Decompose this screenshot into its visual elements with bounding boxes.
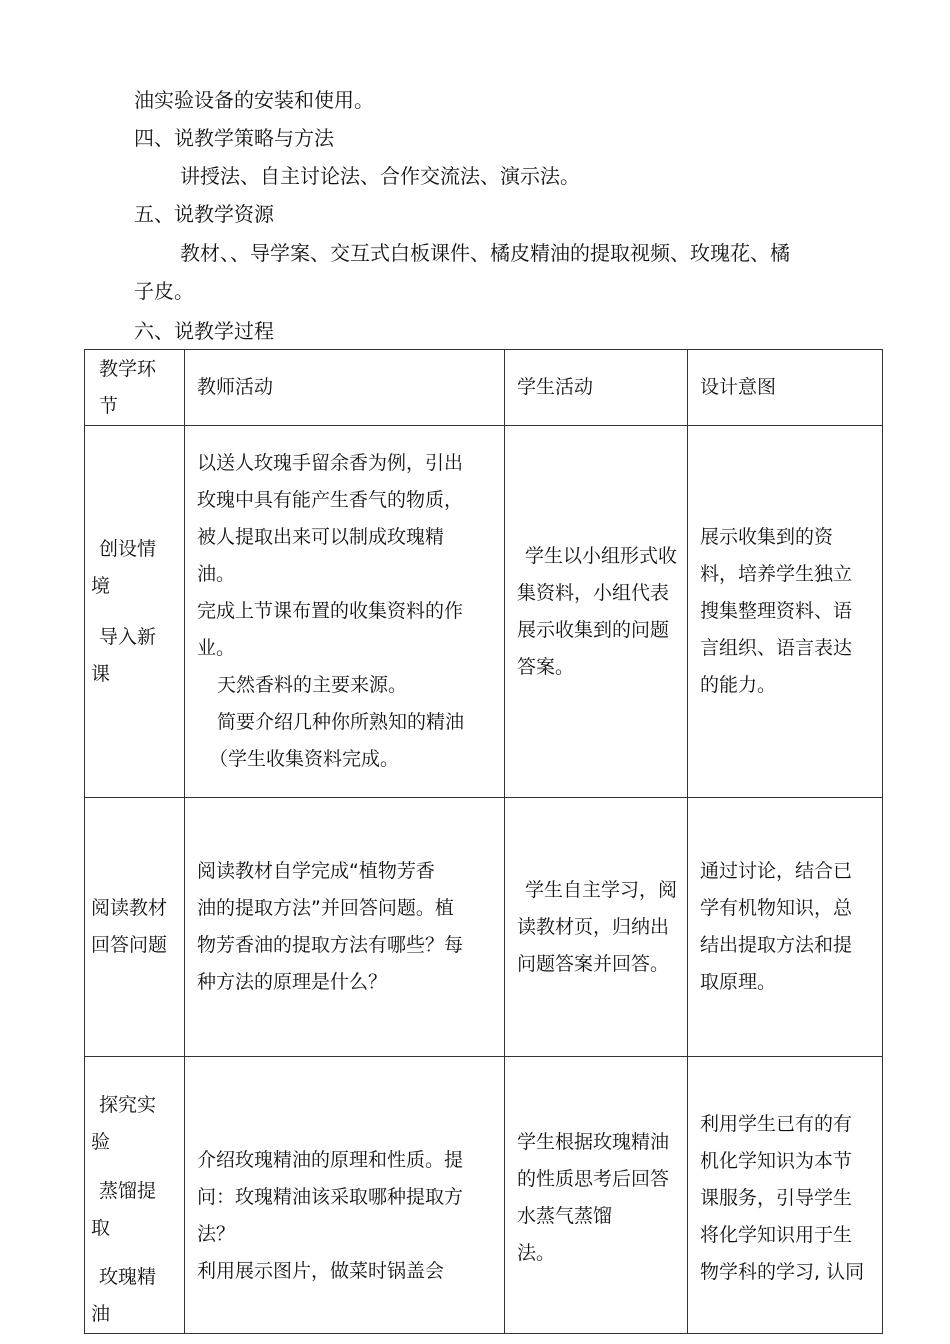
stage-cell: [85, 798, 185, 1057]
teacher-cell: [185, 426, 505, 798]
strategy-text: 讲授法、自主讨论法、合作交流法、演示法。: [180, 164, 580, 188]
header-stage: [85, 350, 185, 426]
stage-line: 油: [91, 1303, 111, 1325]
student-line: 答案。: [517, 655, 575, 678]
student-line: 学生根据玫瑰精油: [517, 1131, 670, 1153]
student-line: 学生以小组形式收: [525, 544, 678, 567]
header-stage-line: 教学环: [99, 357, 157, 380]
resources-text-line1: 教材、、导学案、交互式白板课件、橘皮精油的提取视频、玫瑰花、橘: [180, 241, 790, 265]
intent-cell: [688, 1057, 883, 1334]
intent-line: 料，培养学生独立: [700, 563, 853, 585]
teacher-line: 玫瑰中具有能产生香气的物质，: [197, 489, 464, 511]
stage-line: 导入新: [99, 625, 157, 648]
paragraph-continuation: 油实验设备的安装和使用。: [134, 88, 374, 112]
stage-line: 取: [91, 1217, 111, 1239]
teacher-cell: [185, 1057, 505, 1334]
table-header-row: [85, 350, 883, 426]
teaching-process-table: [84, 349, 883, 1334]
teacher-cell: [185, 798, 505, 1057]
header-stage-line: 节: [99, 394, 119, 417]
stage-line: 玫瑰精: [99, 1266, 157, 1288]
intent-line: 学有机物知识，总: [700, 897, 853, 919]
student-cell: [505, 798, 688, 1057]
teacher-line: 阅读教材自学完成“植物芳香: [197, 860, 435, 882]
intent-line: 机化学知识为本节: [700, 1149, 853, 1172]
intent-line: 物学科的学习, 认同: [700, 1260, 865, 1283]
teacher-line: 利用展示图片，做菜时锅盖会: [197, 1260, 445, 1282]
intent-line: 搜集整理资料、语: [700, 600, 853, 622]
teacher-line: 种方法的原理是什么？: [197, 971, 388, 993]
intent-line: 利用学生已有的有: [700, 1112, 853, 1135]
teacher-line: 油。: [197, 563, 236, 585]
student-cell: [505, 1057, 688, 1334]
table-row: [85, 1057, 883, 1334]
student-cell: [505, 426, 688, 798]
intent-line: 展示收集到的资: [700, 526, 834, 548]
header-teacher: 教师活动: [185, 350, 505, 426]
intent-cell: [688, 798, 883, 1057]
student-line: 问题答案并回答。: [517, 952, 670, 975]
teacher-line: 简要介绍几种你所熟知的精油: [217, 711, 465, 733]
section-heading-process: 六、说教学过程: [134, 319, 274, 343]
student-line: 集资料，小组代表: [517, 581, 670, 604]
teacher-line: （学生收集资料完成。: [209, 748, 400, 770]
intent-line: 的能力。: [700, 674, 777, 696]
stage-line: 验: [91, 1131, 111, 1153]
intent-line: 言组织、语言表达: [700, 637, 853, 659]
teacher-line: 完成上节课布置的收集资料的作: [197, 600, 464, 622]
teacher-line: 物芳香油的提取方法有哪些？每: [197, 934, 464, 956]
intent-line: 结出提取方法和提: [700, 934, 853, 956]
header-student: 学生活动: [505, 350, 688, 426]
teacher-line: 被人提取出来可以制成玫瑰精: [197, 526, 445, 548]
stage-cell: [85, 426, 185, 798]
intent-line: 通过讨论，结合已: [700, 860, 853, 882]
stage-line: 探究实: [99, 1094, 157, 1116]
teacher-line: 油的提取方法”并回答问题。植: [197, 897, 454, 919]
teacher-line: 天然香料的主要来源。: [217, 674, 408, 696]
teacher-line: 介绍玫瑰精油的原理和性质。提: [197, 1149, 464, 1171]
teacher-line: 法？: [197, 1223, 236, 1245]
stage-line: 课: [91, 662, 111, 685]
stage-line: 阅读教材: [91, 897, 168, 919]
stage-line: 创设情: [99, 537, 157, 560]
stage-line: 蒸馏提: [99, 1180, 157, 1202]
intent-line: 课服务，引导学生: [700, 1186, 853, 1209]
intent-cell: [688, 426, 883, 798]
intent-line: 取原理。: [700, 971, 777, 993]
table-row: [85, 798, 883, 1057]
table-row: [85, 426, 883, 798]
student-line: 法。: [517, 1242, 556, 1264]
intent-line: 将化学知识用于生: [700, 1223, 853, 1246]
resources-text-line2: 子皮。: [134, 279, 194, 303]
teacher-line: 问：玫瑰精油该采取哪种提取方: [197, 1186, 464, 1208]
teacher-line: 业。: [197, 637, 236, 659]
student-line: 水蒸气蒸馏: [517, 1205, 613, 1227]
student-line: 学生自主学习，阅: [525, 878, 678, 901]
student-line: 读教材页，归纳出: [517, 915, 670, 938]
section-heading-strategy: 四、说教学策略与方法: [134, 126, 334, 150]
student-line: 的性质思考后回答: [517, 1168, 670, 1190]
header-intent: 设计意图: [688, 350, 883, 426]
stage-line: 回答问题: [91, 934, 168, 956]
teacher-line: 以送人玫瑰手留余香为例，引出: [197, 452, 464, 474]
student-line: 展示收集到的问题: [517, 618, 670, 641]
stage-cell: [85, 1057, 185, 1334]
stage-line: 境: [91, 574, 111, 597]
section-heading-resources: 五、说教学资源: [134, 202, 274, 226]
